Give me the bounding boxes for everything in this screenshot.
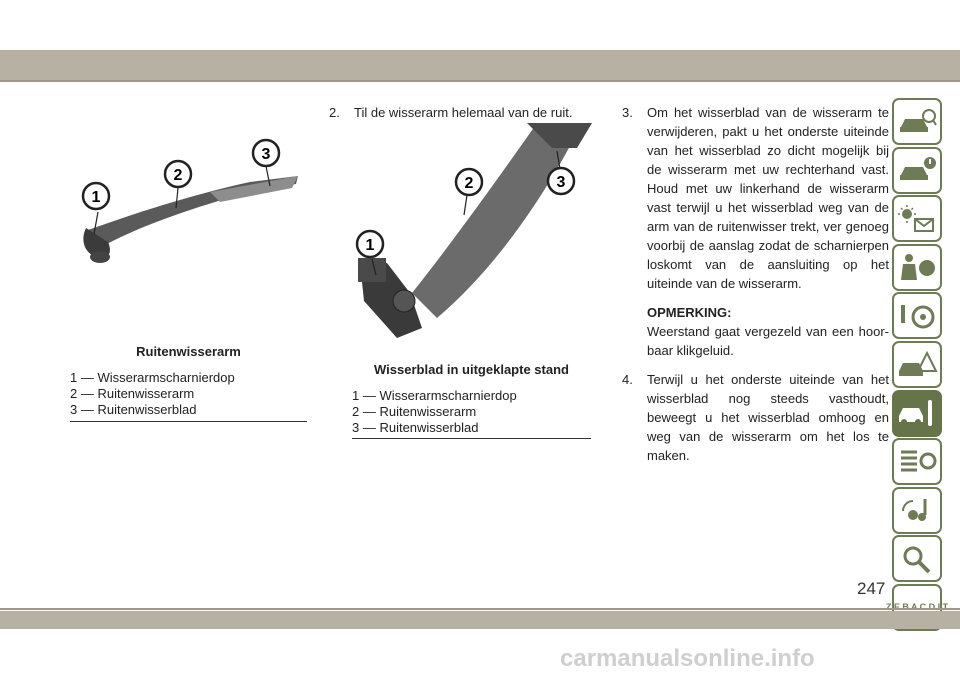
legend-item: 3 — Ruitenwisserblad (352, 420, 479, 435)
svg-text:3: 3 (261, 146, 271, 163)
callout-1 (83, 183, 109, 209)
wiper-blade-raised-illustration (352, 123, 592, 348)
figure1-legend (70, 370, 235, 418)
search-icon[interactable] (892, 535, 942, 582)
legend-item: 2 — Ruitenwisserarm (352, 404, 477, 419)
svg-text:1: 1 (91, 189, 101, 206)
step-text: Terwijl u het onderste uiteinde van het wisserblad nog steeds vasthoudt, beweegt u het wisserblad omhoog en weg van de wisserarm om het los te maken. (647, 372, 889, 463)
airbag-icon[interactable] (892, 244, 942, 291)
figure1-caption: Ruitenwisserarm (136, 344, 241, 359)
wiper-arm-illustration (70, 130, 310, 275)
figure1-rule (70, 421, 307, 422)
car-info-icon[interactable] (892, 98, 942, 145)
header-rule (0, 80, 960, 82)
callout-3 (253, 140, 279, 166)
multimedia-icon[interactable] (892, 487, 942, 534)
page-number: 247 (857, 579, 886, 598)
legend-item: 3 — Ruitenwisserblad (70, 402, 197, 417)
car-warning-icon[interactable] (892, 147, 942, 194)
lights-message-icon[interactable] (892, 195, 942, 242)
legend-item: 2 — Ruitenwisserarm (70, 386, 195, 401)
step-4 (622, 370, 889, 465)
figure2-caption: Wisserblad in uitgeklapte stand (374, 362, 569, 377)
step-text: Til de wisserarm helemaal van de ruit. (354, 105, 573, 120)
step-text: Om het wisserblad van de wisserarm te verwijderen, pakt u het onderste uiteinde van het wisserblad zo dicht mogelijk bij de wisserarm met uw rechterhand vast. Houd met uw linkerhand de wisserarm vast terwijl u het wisserblad weg van de arm van de ruitenwisser trekt, ver genoeg voorbij de aanslag zodat de scharnierpen loskomt van de aansluiting op het uiteinde van de wisserarm. (647, 105, 889, 291)
figure2-rule (352, 438, 591, 439)
step-number: 2. (329, 105, 340, 120)
callout-2 (165, 161, 191, 187)
step-3 (622, 103, 889, 293)
footer-bar (0, 611, 960, 629)
car-service-icon[interactable] (892, 390, 942, 437)
watermark: carmanualsonline.info (560, 645, 815, 672)
callout-1 (357, 231, 383, 257)
callout-3 (548, 168, 574, 194)
svg-text:1: 1 (365, 237, 375, 254)
step-number: 3. (622, 105, 633, 120)
svg-text:2: 2 (464, 175, 474, 192)
step-number: 4. (622, 372, 633, 387)
figure2-legend (352, 388, 517, 436)
car-hazard-icon[interactable] (892, 341, 942, 388)
header-bar (0, 50, 960, 80)
note-text: Weerstand gaat vergezeld van een hoorbaar klikgeluid. (647, 324, 889, 358)
right-column (622, 103, 889, 465)
legend-item: 1 — Wisserarmscharnierdop (352, 388, 517, 403)
step-2 (329, 103, 616, 122)
note-heading: OPMERKING: (647, 305, 732, 320)
specs-gear-icon[interactable] (892, 438, 942, 485)
svg-text:3: 3 (556, 174, 566, 191)
chapter-tabs (892, 98, 944, 633)
steering-icon[interactable] (892, 292, 942, 339)
legend-item: 1 — Wisserarmscharnierdop (70, 370, 235, 385)
callout-2 (456, 169, 482, 195)
footer-rule (0, 608, 960, 610)
svg-text:2: 2 (173, 167, 183, 184)
